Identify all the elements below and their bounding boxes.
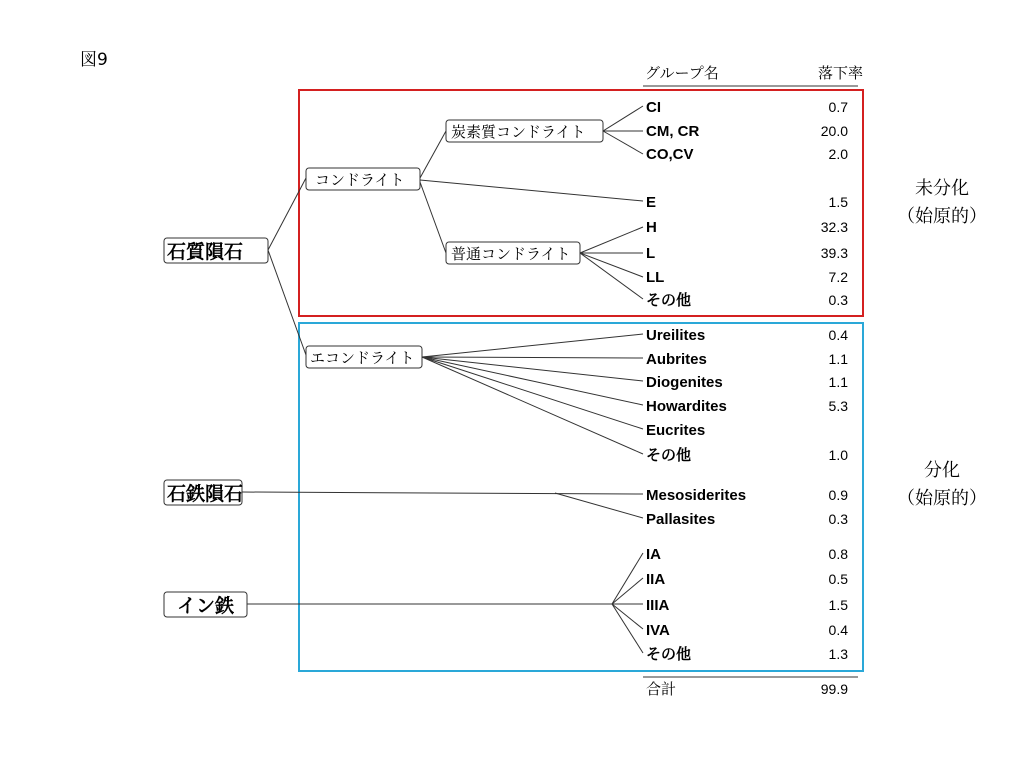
group-name: H — [646, 219, 657, 236]
group-rate: 2.0 — [828, 146, 848, 162]
group-list — [646, 99, 848, 663]
group-name: IIA — [646, 571, 666, 588]
group-rate: 0.9 — [828, 487, 848, 503]
group-rate: 32.3 — [820, 219, 848, 235]
group-name: その他 — [646, 292, 692, 309]
group-rate: 20.0 — [820, 123, 848, 139]
group-name: CO,CV — [646, 146, 694, 163]
group-rate: 1.3 — [828, 646, 848, 662]
group-name: LL — [646, 269, 665, 286]
iron-meteorite-label: イン鉄 — [177, 595, 235, 617]
group-rate: 0.7 — [828, 99, 848, 115]
group-name: IA — [646, 546, 661, 563]
header-group-name: グループ名 — [645, 64, 719, 82]
group-name: Mesosiderites — [646, 487, 747, 504]
undifferentiated-label: 未分化 — [915, 178, 969, 199]
group-rate: 0.8 — [828, 546, 848, 562]
differentiated-sublabel: （始原的） — [897, 488, 987, 509]
chondrite-label: コンドライト — [315, 171, 405, 189]
group-rate: 0.4 — [828, 327, 848, 343]
group-rate: 0.3 — [828, 511, 848, 527]
group-name: E — [646, 194, 657, 211]
group-rate: 1.5 — [828, 597, 848, 613]
total-label: 合計 — [646, 680, 677, 698]
group-name: その他 — [646, 646, 692, 663]
group-name: IVA — [646, 622, 670, 639]
differentiated-label: 分化 — [924, 460, 960, 481]
group-name: Ureilites — [646, 327, 706, 344]
group-name: CM, CR — [646, 123, 700, 140]
group-name: Diogenites — [646, 374, 723, 391]
group-rate: 0.3 — [828, 292, 848, 308]
stony-meteorite-label: 石質隕石 — [167, 241, 244, 263]
carbonaceous-chondrite-label: 炭素質コンドライト — [451, 123, 586, 141]
group-name: L — [646, 245, 656, 262]
undifferentiated-sublabel: （始原的） — [897, 206, 987, 227]
group-rate: 1.1 — [828, 374, 848, 390]
differentiated-region-box — [299, 323, 863, 671]
group-rate: 7.2 — [828, 269, 848, 285]
group-name: CI — [646, 99, 661, 116]
group-rate: 0.4 — [828, 622, 848, 638]
figure-label: 図9 — [80, 50, 108, 70]
group-rate: 1.5 — [828, 194, 848, 210]
group-name: IIIA — [646, 597, 670, 614]
group-name: Pallasites — [646, 511, 716, 528]
group-rate: 5.3 — [828, 398, 848, 414]
group-name: Aubrites — [646, 351, 707, 368]
ordinary-chondrite-label: 普通コンドライト — [451, 245, 571, 263]
group-name: その他 — [646, 447, 692, 464]
connector-lines — [242, 106, 643, 653]
header-rate: 落下率 — [818, 64, 864, 82]
group-rate: 1.0 — [828, 447, 848, 463]
group-rate: 1.1 — [828, 351, 848, 367]
achondrite-label: エコンドライト — [310, 349, 415, 367]
total-value: 99.9 — [820, 681, 848, 697]
group-name: Eucrites — [646, 422, 706, 439]
stony-iron-meteorite-label: 石鉄隕石 — [167, 483, 244, 505]
group-rate: 39.3 — [820, 245, 848, 261]
group-name: Howardites — [646, 398, 727, 415]
group-rate: 0.5 — [828, 571, 848, 587]
